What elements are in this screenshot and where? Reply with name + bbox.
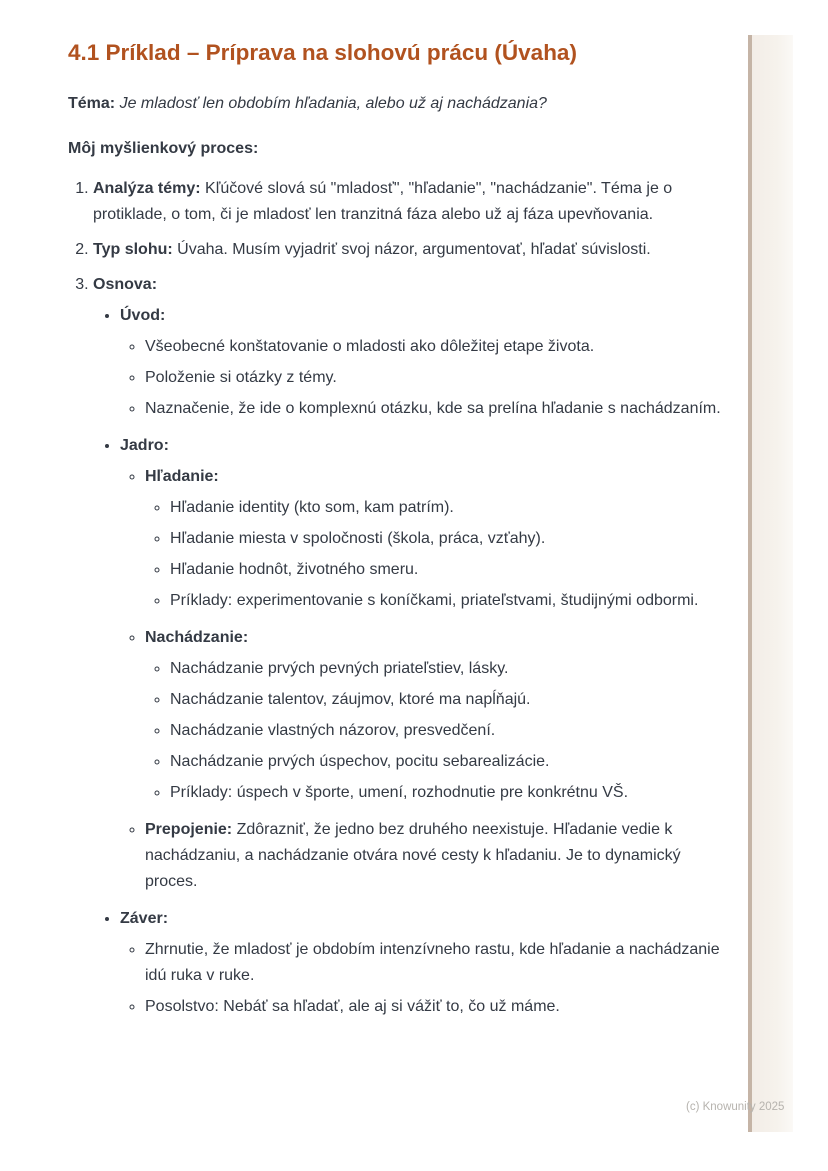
topic-label: Téma: bbox=[68, 95, 116, 112]
list-item: ◦ Hľadanie identity (kto som, kam patrím). bbox=[170, 495, 724, 521]
uvod-list bbox=[120, 334, 724, 422]
subsection-label: Prepojenie: bbox=[145, 821, 233, 838]
list-item: ◦ Nachádzanie prvých úspechov, pocitu sebarealizácie. bbox=[170, 749, 724, 775]
topic-text: Je mladosť len obdobím hľadania, alebo už aj nachádzania? bbox=[119, 95, 547, 112]
list-item: ◦ Príklady: úspech v športe, umení, rozhodnutie pre konkrétnu VŠ. bbox=[170, 780, 724, 806]
list-item: ◦ Nachádzanie vlastných názorov, presvedčení. bbox=[170, 718, 724, 744]
zaver-list bbox=[120, 937, 724, 1020]
list-item: ◦ Všeobecné konštatovanie o mladosti ako dôležitej etape života. bbox=[145, 334, 724, 360]
list-item: ◦ Hľadanie miesta v spoločnosti (škola, práca, vzťahy). bbox=[170, 526, 724, 552]
hladanie-list bbox=[145, 495, 724, 614]
subsection-text: Zdôrazniť, že jedno bez druhého neexistuje. Hľadanie vedie k nachádzaniu, a nachádzanie otvára nové cesty k hľadaniu. Je to dynamický proces. bbox=[145, 821, 681, 890]
thought-process-list bbox=[68, 176, 724, 1020]
list-item: ◦ Zhrnutie, že mladosť je obdobím intenzívneho rastu, kde hľadanie a nachádzanie idú ruka v ruke. bbox=[145, 937, 724, 989]
topic-line bbox=[68, 91, 724, 117]
outline-subsection-prepojenie bbox=[145, 817, 724, 895]
list-item: ◦ Príklady: experimentovanie s koníčkami, priateľstvami, študijnými odbormi. bbox=[170, 588, 724, 614]
list-item: ◦ Položenie si otázky z témy. bbox=[145, 365, 724, 391]
subsection-label: Nachádzanie: bbox=[145, 629, 249, 646]
list-item: ◦ Nachádzanie prvých pevných priateľstiev, lásky. bbox=[170, 656, 724, 682]
jadro-list bbox=[120, 464, 724, 895]
item-text: Kľúčové slová sú "mladosť", "hľadanie", "nachádzanie". Téma je o protiklade, o tom, či je mladosť len tranzitná fáza alebo už aj fáza upevňovania. bbox=[93, 180, 673, 223]
subsection-label: Hľadanie: bbox=[145, 468, 219, 485]
outline-section-jadro bbox=[120, 433, 724, 895]
outline-section-zaver bbox=[120, 906, 724, 1020]
list-item-analyza bbox=[93, 176, 724, 228]
page-edge-stripe bbox=[748, 35, 793, 1132]
section-label: Úvod: bbox=[120, 307, 166, 324]
list-item: ◦ Posolstvo: Nebáť sa hľadať, ale aj si vážiť to, čo už máme. bbox=[145, 994, 724, 1020]
item-label: Typ slohu: bbox=[93, 241, 173, 258]
copyright-watermark: (c) Knowunity 2025 bbox=[686, 1101, 785, 1113]
item-label: Osnova: bbox=[93, 276, 158, 293]
list-item-osnova bbox=[93, 272, 724, 1020]
nachadzanie-list bbox=[145, 656, 724, 806]
list-item: ◦ Naznačenie, že ide o komplexnú otázku, kde sa prelína hľadanie s nachádzaním. bbox=[145, 396, 724, 422]
osnova-list bbox=[93, 303, 724, 1020]
process-heading: Môj myšlienkový proces: bbox=[68, 140, 259, 157]
list-item-typ-slohu bbox=[93, 237, 724, 263]
section-label: Jadro: bbox=[120, 437, 169, 454]
section-label: Záver: bbox=[120, 910, 169, 927]
list-item: ◦ Nachádzanie talentov, záujmov, ktoré ma napĺňajú. bbox=[170, 687, 724, 713]
outline-section-uvod bbox=[120, 303, 724, 422]
list-item: ◦ Hľadanie hodnôt, životného smeru. bbox=[170, 557, 724, 583]
outline-subsection-nachadzanie bbox=[145, 625, 724, 806]
document-content bbox=[68, 38, 724, 1030]
page-title: 4.1 Príklad – Príprava na slohovú prácu (Úvaha) bbox=[68, 40, 577, 65]
outline-subsection-hladanie bbox=[145, 464, 724, 614]
item-label: Analýza témy: bbox=[93, 180, 201, 197]
item-text: Úvaha. Musím vyjadriť svoj názor, argumentovať, hľadať súvislosti. bbox=[177, 241, 651, 258]
